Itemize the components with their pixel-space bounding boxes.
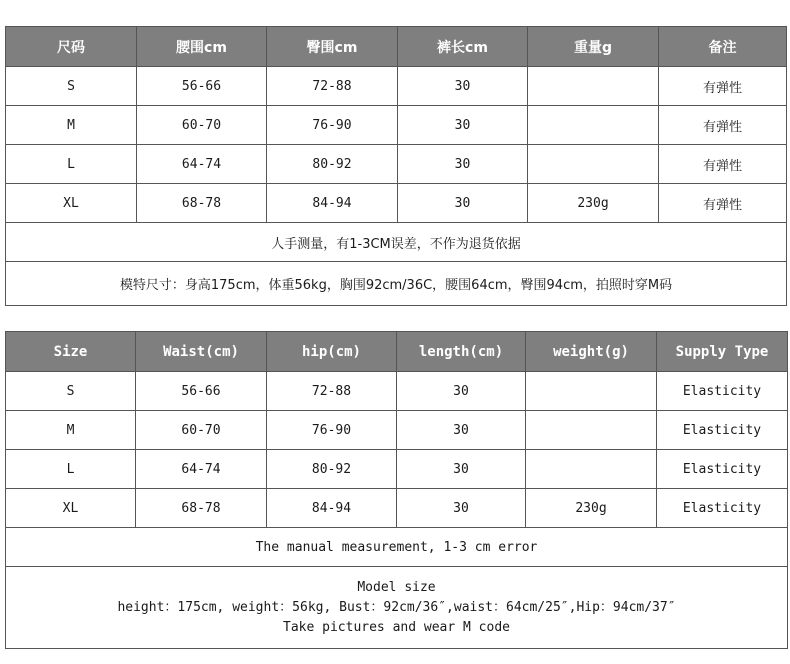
cell-size: L: [6, 145, 137, 184]
measurement-note: 人手测量，有1-3CM误差，不作为退货依据: [6, 223, 787, 262]
cell-weight: [526, 411, 657, 450]
header-length: 裤长cm: [398, 27, 528, 67]
table-row: [6, 489, 788, 528]
cell-waist: 56-66: [136, 372, 267, 411]
table-row: [6, 450, 788, 489]
cell-remark: 有弹性: [659, 67, 787, 106]
header-size: Size: [6, 332, 136, 372]
cell-size: S: [6, 372, 136, 411]
size-table-english: [5, 331, 788, 649]
cell-length: 30: [398, 145, 528, 184]
header-weight: weight(g): [526, 332, 657, 372]
model-measurements: height：175cm, weight：56kg, Bust：92cm/36″,waist：64cm/25″,Hip：94cm/37″: [117, 599, 676, 615]
cell-length: 30: [397, 411, 526, 450]
model-size-info: 模特尺寸：身高175cm，体重56kg，胸围92cm/36C，腰围64cm，臀围94cm，拍照时穿M码: [6, 262, 787, 306]
cell-size: L: [6, 450, 136, 489]
cell-weight: [528, 145, 659, 184]
cell-size: XL: [6, 489, 136, 528]
header-length: length(cm): [397, 332, 526, 372]
model-row: [6, 567, 788, 649]
cell-length: 30: [397, 489, 526, 528]
cell-hip: 72-88: [267, 372, 397, 411]
cell-length: 30: [398, 184, 528, 223]
table-row: [6, 184, 787, 223]
note-row: [6, 528, 788, 567]
cell-size: M: [6, 106, 137, 145]
cell-weight: [528, 67, 659, 106]
table-row: [6, 67, 787, 106]
cell-waist: 60-70: [136, 411, 267, 450]
table-header-row: [6, 332, 788, 372]
cell-weight: 230g: [526, 489, 657, 528]
table-row: [6, 372, 788, 411]
cell-hip: 72-88: [267, 67, 398, 106]
cell-length: 30: [398, 106, 528, 145]
cell-hip: 84-94: [267, 489, 397, 528]
cell-weight: [528, 106, 659, 145]
cell-remark: 有弹性: [659, 106, 787, 145]
cell-hip: 76-90: [267, 411, 397, 450]
model-photo-note: Take pictures and wear M code: [283, 619, 510, 635]
cell-supply-type: Elasticity: [657, 411, 788, 450]
model-size-title: Model size: [357, 579, 436, 595]
cell-hip: 80-92: [267, 450, 397, 489]
cell-weight: [526, 450, 657, 489]
cell-weight: [526, 372, 657, 411]
cell-size: XL: [6, 184, 137, 223]
header-hip: 臀围cm: [267, 27, 398, 67]
model-row: [6, 262, 787, 306]
measurement-note: The manual measurement, 1-3 cm error: [6, 528, 788, 567]
header-waist: 腰围cm: [137, 27, 267, 67]
header-waist: Waist(cm): [136, 332, 267, 372]
cell-remark: 有弹性: [659, 184, 787, 223]
table-header-row: [6, 27, 787, 67]
model-size-info: [6, 567, 788, 649]
cell-hip: 84-94: [267, 184, 398, 223]
cell-waist: 56-66: [137, 67, 267, 106]
cell-hip: 80-92: [267, 145, 398, 184]
header-remark: 备注: [659, 27, 787, 67]
table-row: [6, 145, 787, 184]
cell-remark: 有弹性: [659, 145, 787, 184]
header-hip: hip(cm): [267, 332, 397, 372]
cell-supply-type: Elasticity: [657, 489, 788, 528]
header-supply-type: Supply Type: [657, 332, 788, 372]
cell-length: 30: [398, 67, 528, 106]
cell-size: M: [6, 411, 136, 450]
table-row: [6, 411, 788, 450]
cell-waist: 60-70: [137, 106, 267, 145]
header-weight: 重量g: [528, 27, 659, 67]
header-size: 尺码: [6, 27, 137, 67]
cell-supply-type: Elasticity: [657, 450, 788, 489]
cell-length: 30: [397, 372, 526, 411]
cell-weight: 230g: [528, 184, 659, 223]
cell-hip: 76-90: [267, 106, 398, 145]
cell-supply-type: Elasticity: [657, 372, 788, 411]
cell-length: 30: [397, 450, 526, 489]
note-row: [6, 223, 787, 262]
cell-waist: 64-74: [137, 145, 267, 184]
cell-size: S: [6, 67, 137, 106]
cell-waist: 64-74: [136, 450, 267, 489]
cell-waist: 68-78: [137, 184, 267, 223]
table-row: [6, 106, 787, 145]
cell-waist: 68-78: [136, 489, 267, 528]
size-table-chinese: [5, 26, 787, 306]
